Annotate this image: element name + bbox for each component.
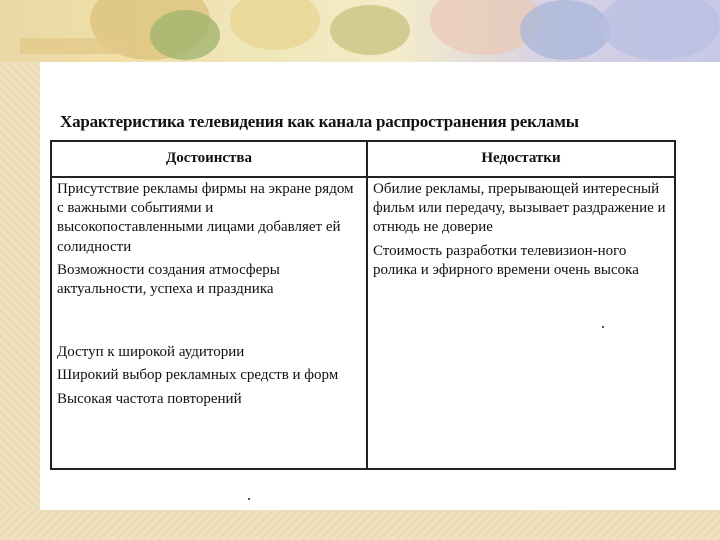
paper-margin-left bbox=[0, 0, 40, 540]
advantage-item: Присутствие рекламы фирмы на экране рядом с важными событиями и высокопоставленными лицами добавляет ей солидности bbox=[57, 181, 354, 255]
advantage-item: Доступ к широкой аудитории bbox=[57, 344, 245, 361]
scan-speck bbox=[602, 326, 604, 328]
advantage-item: Высокая частота повторений bbox=[57, 390, 242, 407]
header-disadvantages: Недостатки bbox=[367, 141, 675, 177]
table-body-row bbox=[51, 177, 675, 469]
paper-margin-bottom bbox=[0, 510, 720, 540]
disadvantages-cell bbox=[367, 177, 675, 469]
disadvantage-item: Обилие рекламы, прерывающей интересный фильм или передачу, вызывает раздражение и отнюдь не доверие bbox=[373, 181, 666, 236]
advantage-item: Возможности создания атмосферы актуальности, успеха и праздника bbox=[57, 261, 280, 297]
advantages-cell bbox=[51, 177, 367, 469]
slide-title: Характеристика телевидения как канала распространения рекламы bbox=[60, 112, 579, 131]
advantage-item: Широкий выбор рекламных средств и форм bbox=[57, 367, 339, 384]
scan-speck bbox=[248, 498, 250, 500]
header-advantages: Достоинства bbox=[51, 141, 367, 177]
floral-banner bbox=[0, 0, 720, 62]
disadvantage-item: Стоимость разработки телевизион-ного ролика и эфирного времени очень высока bbox=[373, 242, 639, 278]
table-header-row bbox=[51, 141, 675, 177]
comparison-table bbox=[50, 140, 676, 470]
